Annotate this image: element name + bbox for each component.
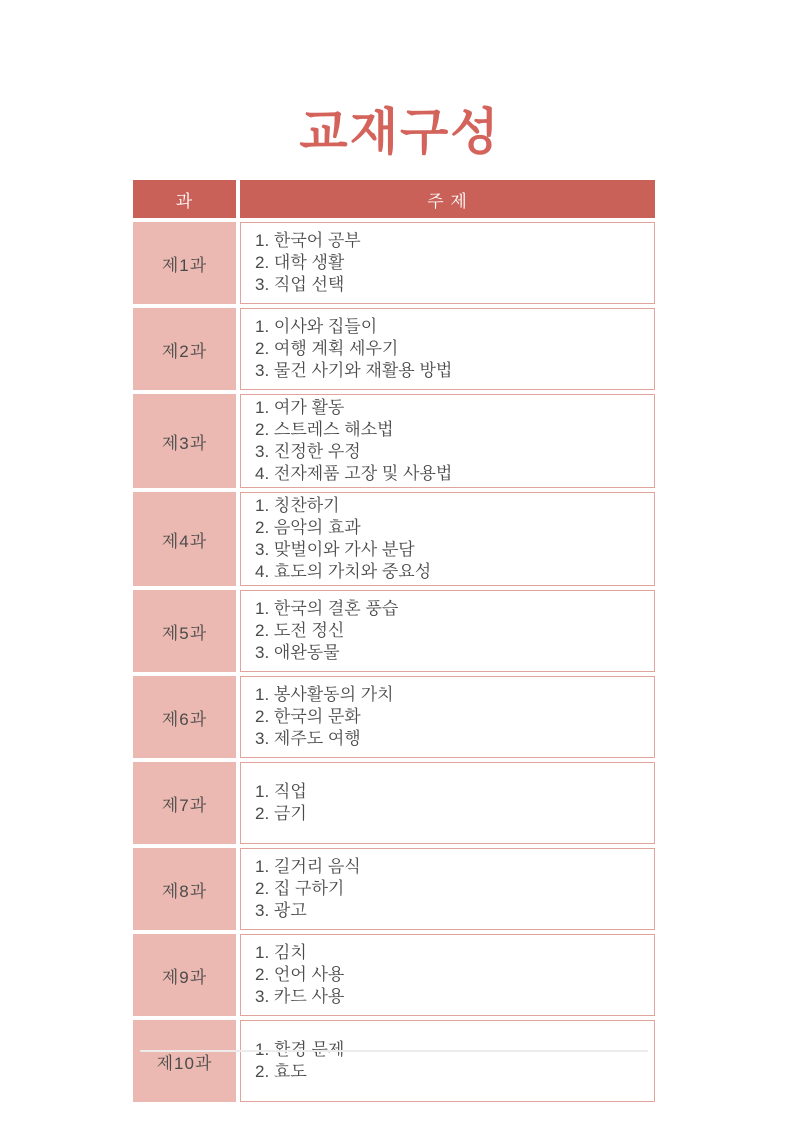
lesson-cell: 제5과 — [133, 590, 236, 672]
topic-cell — [240, 848, 655, 930]
topic-line: 2. 금기 — [255, 804, 307, 823]
topic-line: 1. 여가 활동 — [255, 398, 345, 417]
topic-cell — [240, 308, 655, 390]
lesson-cell: 제1과 — [133, 222, 236, 304]
lesson-cell: 제8과 — [133, 848, 236, 930]
table-shadow-line — [140, 1050, 648, 1052]
table-row — [133, 308, 655, 390]
lesson-cell: 제10과 — [133, 1020, 236, 1102]
table-row — [133, 676, 655, 758]
topic-cell — [240, 222, 655, 304]
header-cell-topic: 주 제 — [240, 180, 655, 218]
topic-line: 2. 한국의 문화 — [255, 707, 361, 726]
topic-line: 1. 김치 — [255, 943, 307, 962]
table-row — [133, 222, 655, 304]
topic-line: 1. 길거리 음식 — [255, 857, 361, 876]
topic-line: 4. 전자제품 고장 및 사용법 — [255, 464, 453, 483]
topic-line: 3. 진정한 우정 — [255, 442, 361, 461]
table-row — [133, 1020, 655, 1102]
topic-line: 3. 광고 — [255, 901, 307, 920]
topic-cell — [240, 1020, 655, 1102]
topic-cell — [240, 590, 655, 672]
topic-line: 2. 도전 정신 — [255, 621, 345, 640]
page-title: 교재구성 — [299, 104, 501, 160]
topic-cell — [240, 762, 655, 844]
lesson-cell: 제2과 — [133, 308, 236, 390]
topic-line: 3. 제주도 여행 — [255, 729, 361, 748]
header-cell-lesson: 과 — [133, 180, 236, 218]
table-row — [133, 394, 655, 488]
topic-line: 2. 대학 생활 — [255, 253, 345, 272]
table-row — [133, 934, 655, 1016]
lesson-cell: 제6과 — [133, 676, 236, 758]
topic-line: 3. 카드 사용 — [255, 987, 345, 1006]
topic-line: 1. 직업 — [255, 782, 307, 801]
toc-table-header — [133, 180, 655, 218]
lesson-cell: 제9과 — [133, 934, 236, 1016]
table-row — [133, 762, 655, 844]
header-row — [133, 180, 655, 218]
topic-line: 2. 스트레스 해소법 — [255, 420, 394, 439]
topic-line: 3. 애완동물 — [255, 643, 340, 662]
topic-line: 1. 칭찬하기 — [255, 496, 340, 515]
topic-line: 1. 한국의 결혼 풍습 — [255, 599, 399, 618]
topic-line: 2. 여행 계획 세우기 — [255, 339, 399, 358]
lesson-cell: 제4과 — [133, 492, 236, 586]
topic-line: 1. 이사와 집들이 — [255, 317, 378, 336]
topic-cell — [240, 492, 655, 586]
topic-line: 2. 음악의 효과 — [255, 518, 361, 537]
topic-line: 2. 효도 — [255, 1062, 307, 1081]
topic-line: 3. 직업 선택 — [255, 275, 345, 294]
toc-table-body — [133, 222, 655, 1102]
table-row — [133, 492, 655, 586]
topic-line: 1. 한국어 공부 — [255, 231, 361, 250]
topic-line: 1. 봉사활동의 가치 — [255, 685, 394, 704]
topic-line: 3. 맞벌이와 가사 분담 — [255, 540, 415, 559]
topic-line: 2. 언어 사용 — [255, 965, 345, 984]
table-row — [133, 590, 655, 672]
topic-cell — [240, 934, 655, 1016]
lesson-cell: 제7과 — [133, 762, 236, 844]
topic-line: 2. 집 구하기 — [255, 879, 345, 898]
table-row — [133, 848, 655, 930]
topic-cell — [240, 676, 655, 758]
toc-table — [129, 176, 659, 1106]
topic-line: 4. 효도의 가치와 중요성 — [255, 562, 432, 581]
topic-cell — [240, 394, 655, 488]
lesson-cell: 제3과 — [133, 394, 236, 488]
topic-line: 3. 물건 사기와 재활용 방법 — [255, 361, 453, 380]
